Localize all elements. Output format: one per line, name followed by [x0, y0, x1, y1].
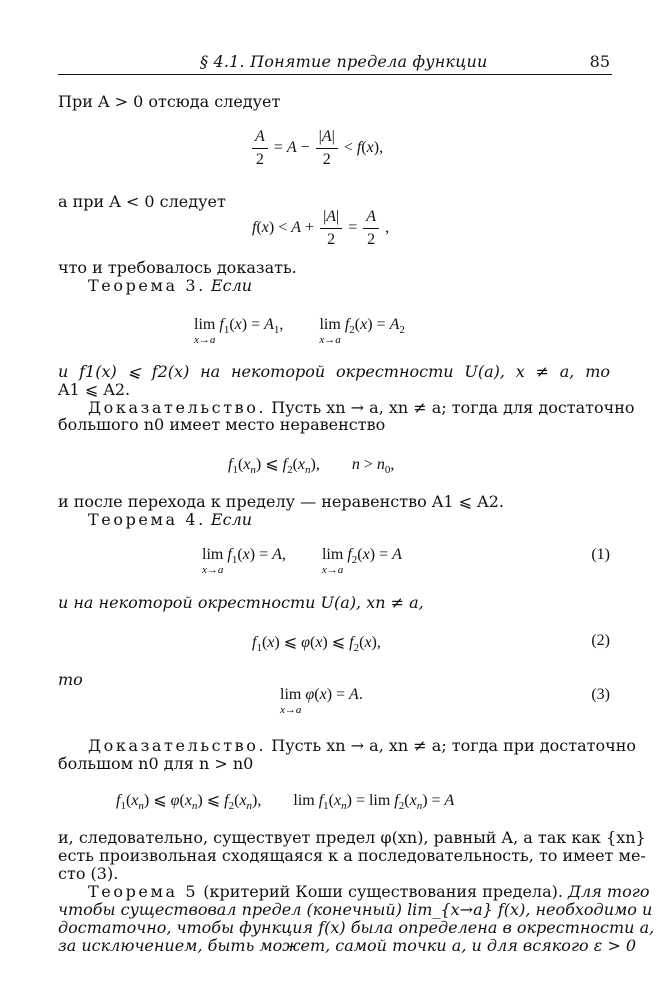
theorem-5-heading: [88, 882, 649, 902]
equation-number: (2): [591, 632, 610, 649]
running-header-title: § 4.1. Понятие предела функции: [200, 52, 488, 71]
theorem-4-heading: [88, 510, 252, 530]
theorem-label: Теорема 3.: [88, 276, 206, 295]
equation-number: (1): [591, 546, 610, 563]
proof-label: Доказательство.: [88, 736, 267, 755]
text-line: сто (3).: [58, 864, 119, 883]
text-line: Пусть xn → a, xn ≠ a; тогда для достаточно: [271, 398, 635, 417]
theorem-label: Теорема 4.: [88, 510, 206, 529]
text-line: достаточно, чтобы функция f(x) была определена в окрестности a,: [58, 918, 655, 937]
proof-label: Доказательство.: [88, 398, 267, 417]
equation-6: $f_1(x)$ ⩽ φ(x) ⩽ $f_2(x)$,: [252, 634, 381, 655]
text-line: большого n0 имеет место неравенство: [58, 415, 386, 434]
text-line: A1 ⩽ A2.: [58, 380, 131, 399]
text-line: чтобы существовал предел (конечный) lim_{x→a} f(x), необходимо и: [58, 900, 653, 919]
theorem-3-heading: [88, 276, 252, 296]
header-rule: [58, 74, 612, 75]
proof-heading: [88, 736, 636, 756]
text-line: есть произвольная сходящаяся к a последовательность, то имеет ме-: [58, 846, 646, 865]
equation-1: $\frac{A}{2}$ = A − $\frac{|A|}{2}$ < f(x),: [250, 128, 383, 169]
text-line: и на некоторой окрестности U(a), xn ≠ a,: [58, 593, 424, 612]
theorem-text: Если: [210, 510, 253, 529]
text-line: Пусть xn → a, xn ≠ a; тогда при достаточно: [271, 736, 636, 755]
theorem-label: Теорема 5: [88, 882, 199, 901]
text-line: и после перехода к пределу — неравенство A1 ⩽ A2.: [58, 492, 504, 511]
text-line: то: [58, 670, 83, 689]
text-line: При A > 0 отсюда следует: [58, 92, 281, 111]
equation-7: lim x→a φ(x) = A.: [280, 686, 363, 716]
text-line: большом n0 для n > n0: [58, 754, 254, 773]
equation-2: f(x) < A + $\frac{|A|}{2}$ = $\frac{A}{2}$ ,: [252, 208, 390, 248]
equation-8: $f_1(x_n)$ ⩽ $\varphi(x_n)$ ⩽ $f_2(x_n)$, $\lim f_1(x_n) = \lim f_2(x_n) = A$: [116, 792, 455, 813]
page-number: 85: [589, 52, 610, 71]
theorem-text: Если: [210, 276, 253, 295]
text-line: и f1(x) ⩽ f2(x) на некоторой окрестности U(a), x ≠ a, то: [58, 362, 610, 381]
equation-number: (3): [591, 686, 610, 703]
theorem-note: (критерий Коши существования предела).: [203, 882, 563, 901]
text-line: и, следовательно, существует предел φ(xn), равный A, а так как {xn}: [58, 828, 646, 847]
text-line: а при A < 0 следует: [58, 192, 226, 211]
equation-5: lim x→a $f_1(x) = A$, lim x→a $f_2(x) = A$: [202, 546, 402, 576]
theorem-text: Для того: [568, 882, 650, 901]
equation-3: lim x→a $f_1(x) = A_1$, lim x→a $f_2(x) = A_2$: [194, 316, 405, 346]
equation-4: $f_1(x_n)$ ⩽ $f_2(x_n)$, $n > n_0$,: [228, 456, 395, 477]
text-line: за исключением, быть может, самой точки a, и для всякого ε > 0: [58, 936, 637, 955]
text-line: что и требовалось доказать.: [58, 258, 297, 277]
